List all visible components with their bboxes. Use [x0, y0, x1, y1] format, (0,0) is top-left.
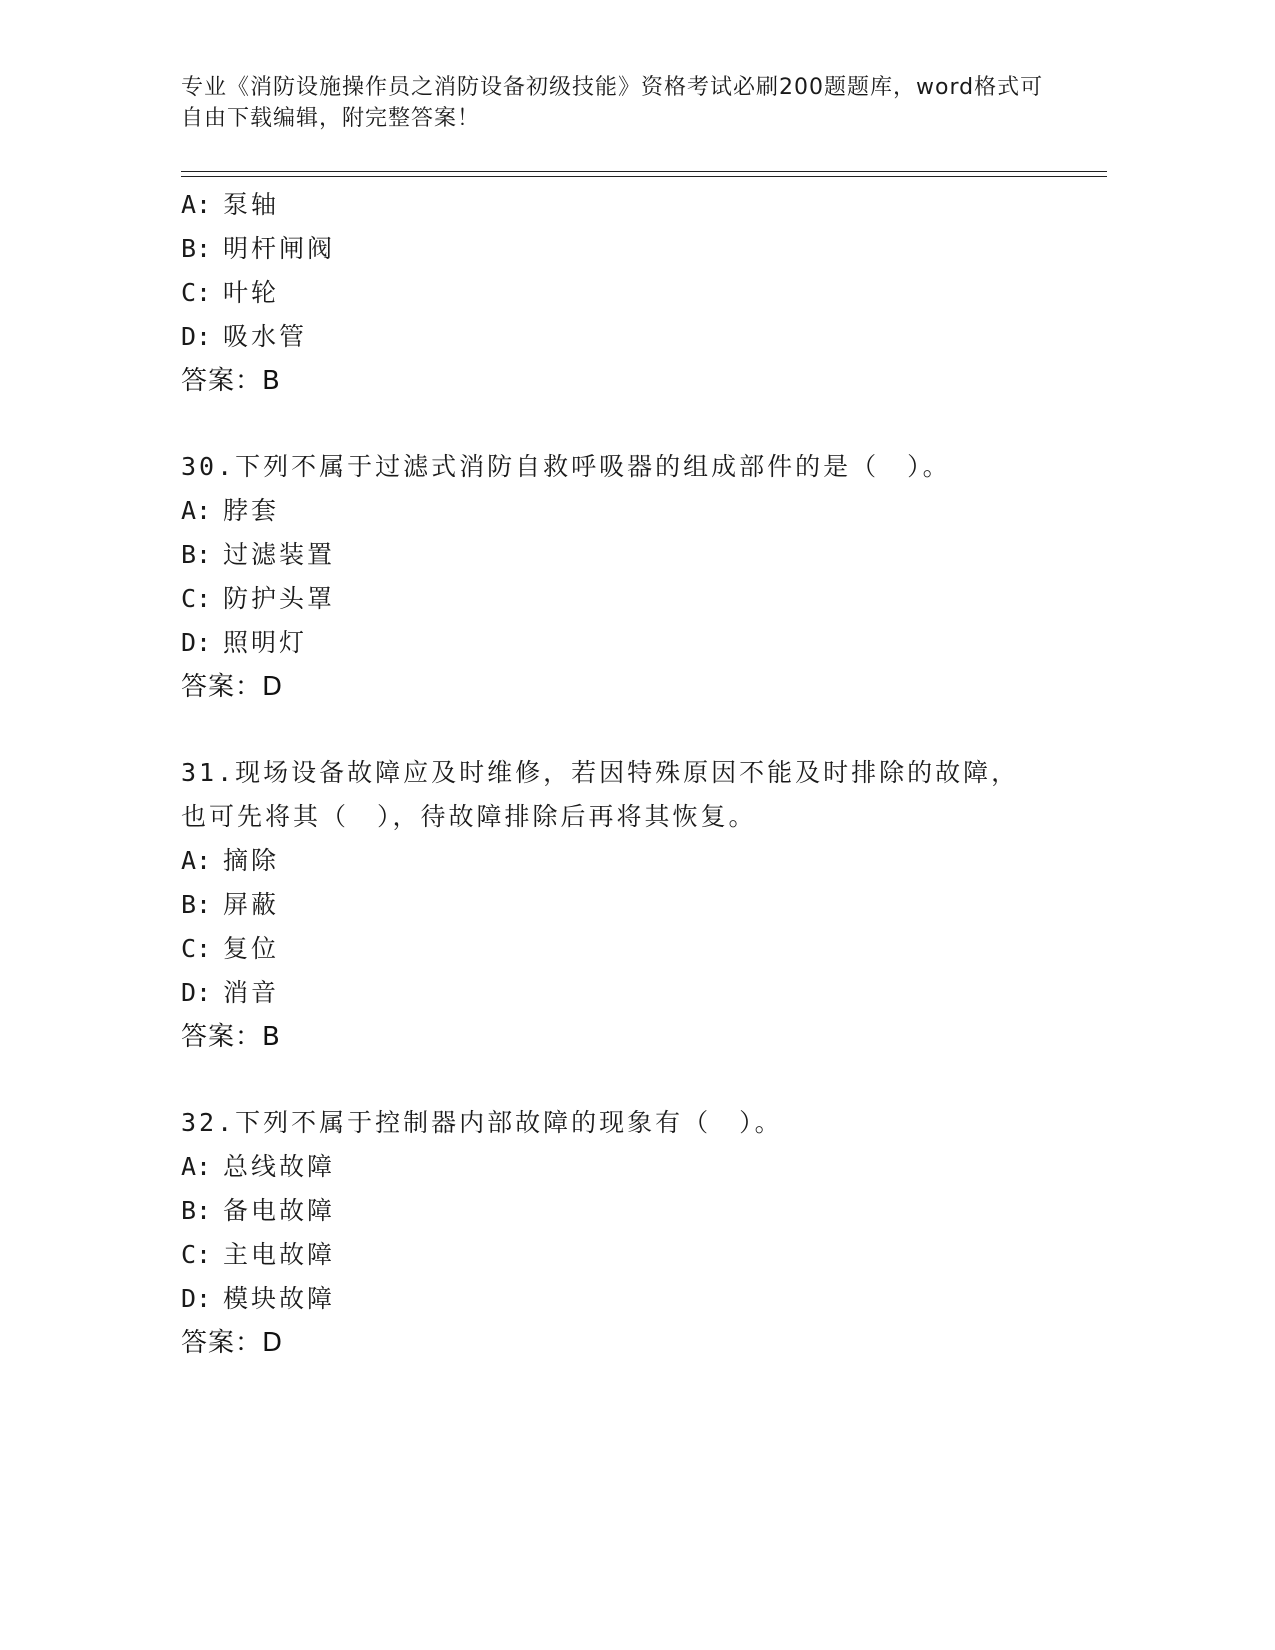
option-letter: C:	[181, 584, 212, 613]
question-31	[181, 751, 1081, 1059]
option-letter: A:	[181, 1152, 212, 1181]
option-d	[181, 315, 1081, 359]
question-text: 30.下列不属于过滤式消防自救呼吸器的组成部件的是（ ）。	[181, 452, 951, 481]
option-letter: B:	[181, 234, 212, 263]
option-text: 复位	[223, 934, 280, 963]
option-text: 模块故障	[223, 1284, 336, 1313]
answer-line: 答案：D	[181, 672, 284, 702]
option-letter: A:	[181, 496, 212, 525]
option-letter: B:	[181, 890, 212, 919]
option-letter: D:	[181, 628, 212, 657]
option-text: 摘除	[223, 846, 280, 875]
option-text: 脖套	[223, 496, 280, 525]
header-rule-top	[181, 171, 1107, 172]
option-text: 照明灯	[223, 628, 308, 657]
question-list	[181, 183, 1081, 1365]
option-b	[181, 533, 1081, 577]
option-letter: B:	[181, 540, 212, 569]
answer-line: 答案：B	[181, 1022, 281, 1052]
option-text: 明杆闸阀	[223, 234, 336, 263]
option-b	[181, 1189, 1081, 1233]
option-letter: B:	[181, 1196, 212, 1225]
option-letter: D:	[181, 978, 212, 1007]
option-letter: C:	[181, 278, 212, 307]
answer-line: 答案：B	[181, 366, 281, 396]
document-header: 专业《消防设施操作员之消防设备初级技能》资格考试必刷200题题库，word格式可自由下载编辑，附完整答案！	[181, 75, 1044, 131]
option-text: 防护头罩	[223, 584, 336, 613]
option-text: 总线故障	[223, 1152, 336, 1181]
option-c	[181, 271, 1081, 315]
option-text: 吸水管	[223, 322, 308, 351]
option-d	[181, 621, 1081, 665]
option-text: 备电故障	[223, 1196, 336, 1225]
header-rule-bottom	[181, 176, 1107, 177]
option-text: 主电故障	[223, 1240, 336, 1269]
question-32	[181, 1101, 1081, 1365]
option-text: 泵轴	[223, 190, 280, 219]
option-text: 消音	[223, 978, 280, 1007]
option-c	[181, 1233, 1081, 1277]
option-d	[181, 971, 1081, 1015]
option-b	[181, 883, 1081, 927]
option-letter: D:	[181, 1284, 212, 1313]
answer-line: 答案：D	[181, 1328, 284, 1358]
question-text: 31.现场设备故障应及时维修，若因特殊原因不能及时排除的故障，也可先将其（ ），待故障排除后再将其恢复。	[181, 758, 1020, 831]
question-text: 32.下列不属于控制器内部故障的现象有（ ）。	[181, 1108, 783, 1137]
question-30	[181, 445, 1081, 709]
option-letter: C:	[181, 934, 212, 963]
option-d	[181, 1277, 1081, 1321]
option-b	[181, 227, 1081, 271]
option-c	[181, 927, 1081, 971]
option-text: 叶轮	[223, 278, 280, 307]
option-text: 过滤装置	[223, 540, 336, 569]
option-text: 屏蔽	[223, 890, 280, 919]
option-a	[181, 183, 1081, 227]
option-c	[181, 577, 1081, 621]
option-a	[181, 1145, 1081, 1189]
option-letter: A:	[181, 190, 212, 219]
option-a	[181, 839, 1081, 883]
option-letter: A:	[181, 846, 212, 875]
prev-question-block	[181, 183, 1081, 403]
option-letter: D:	[181, 322, 212, 351]
option-a	[181, 489, 1081, 533]
option-letter: C:	[181, 1240, 212, 1269]
